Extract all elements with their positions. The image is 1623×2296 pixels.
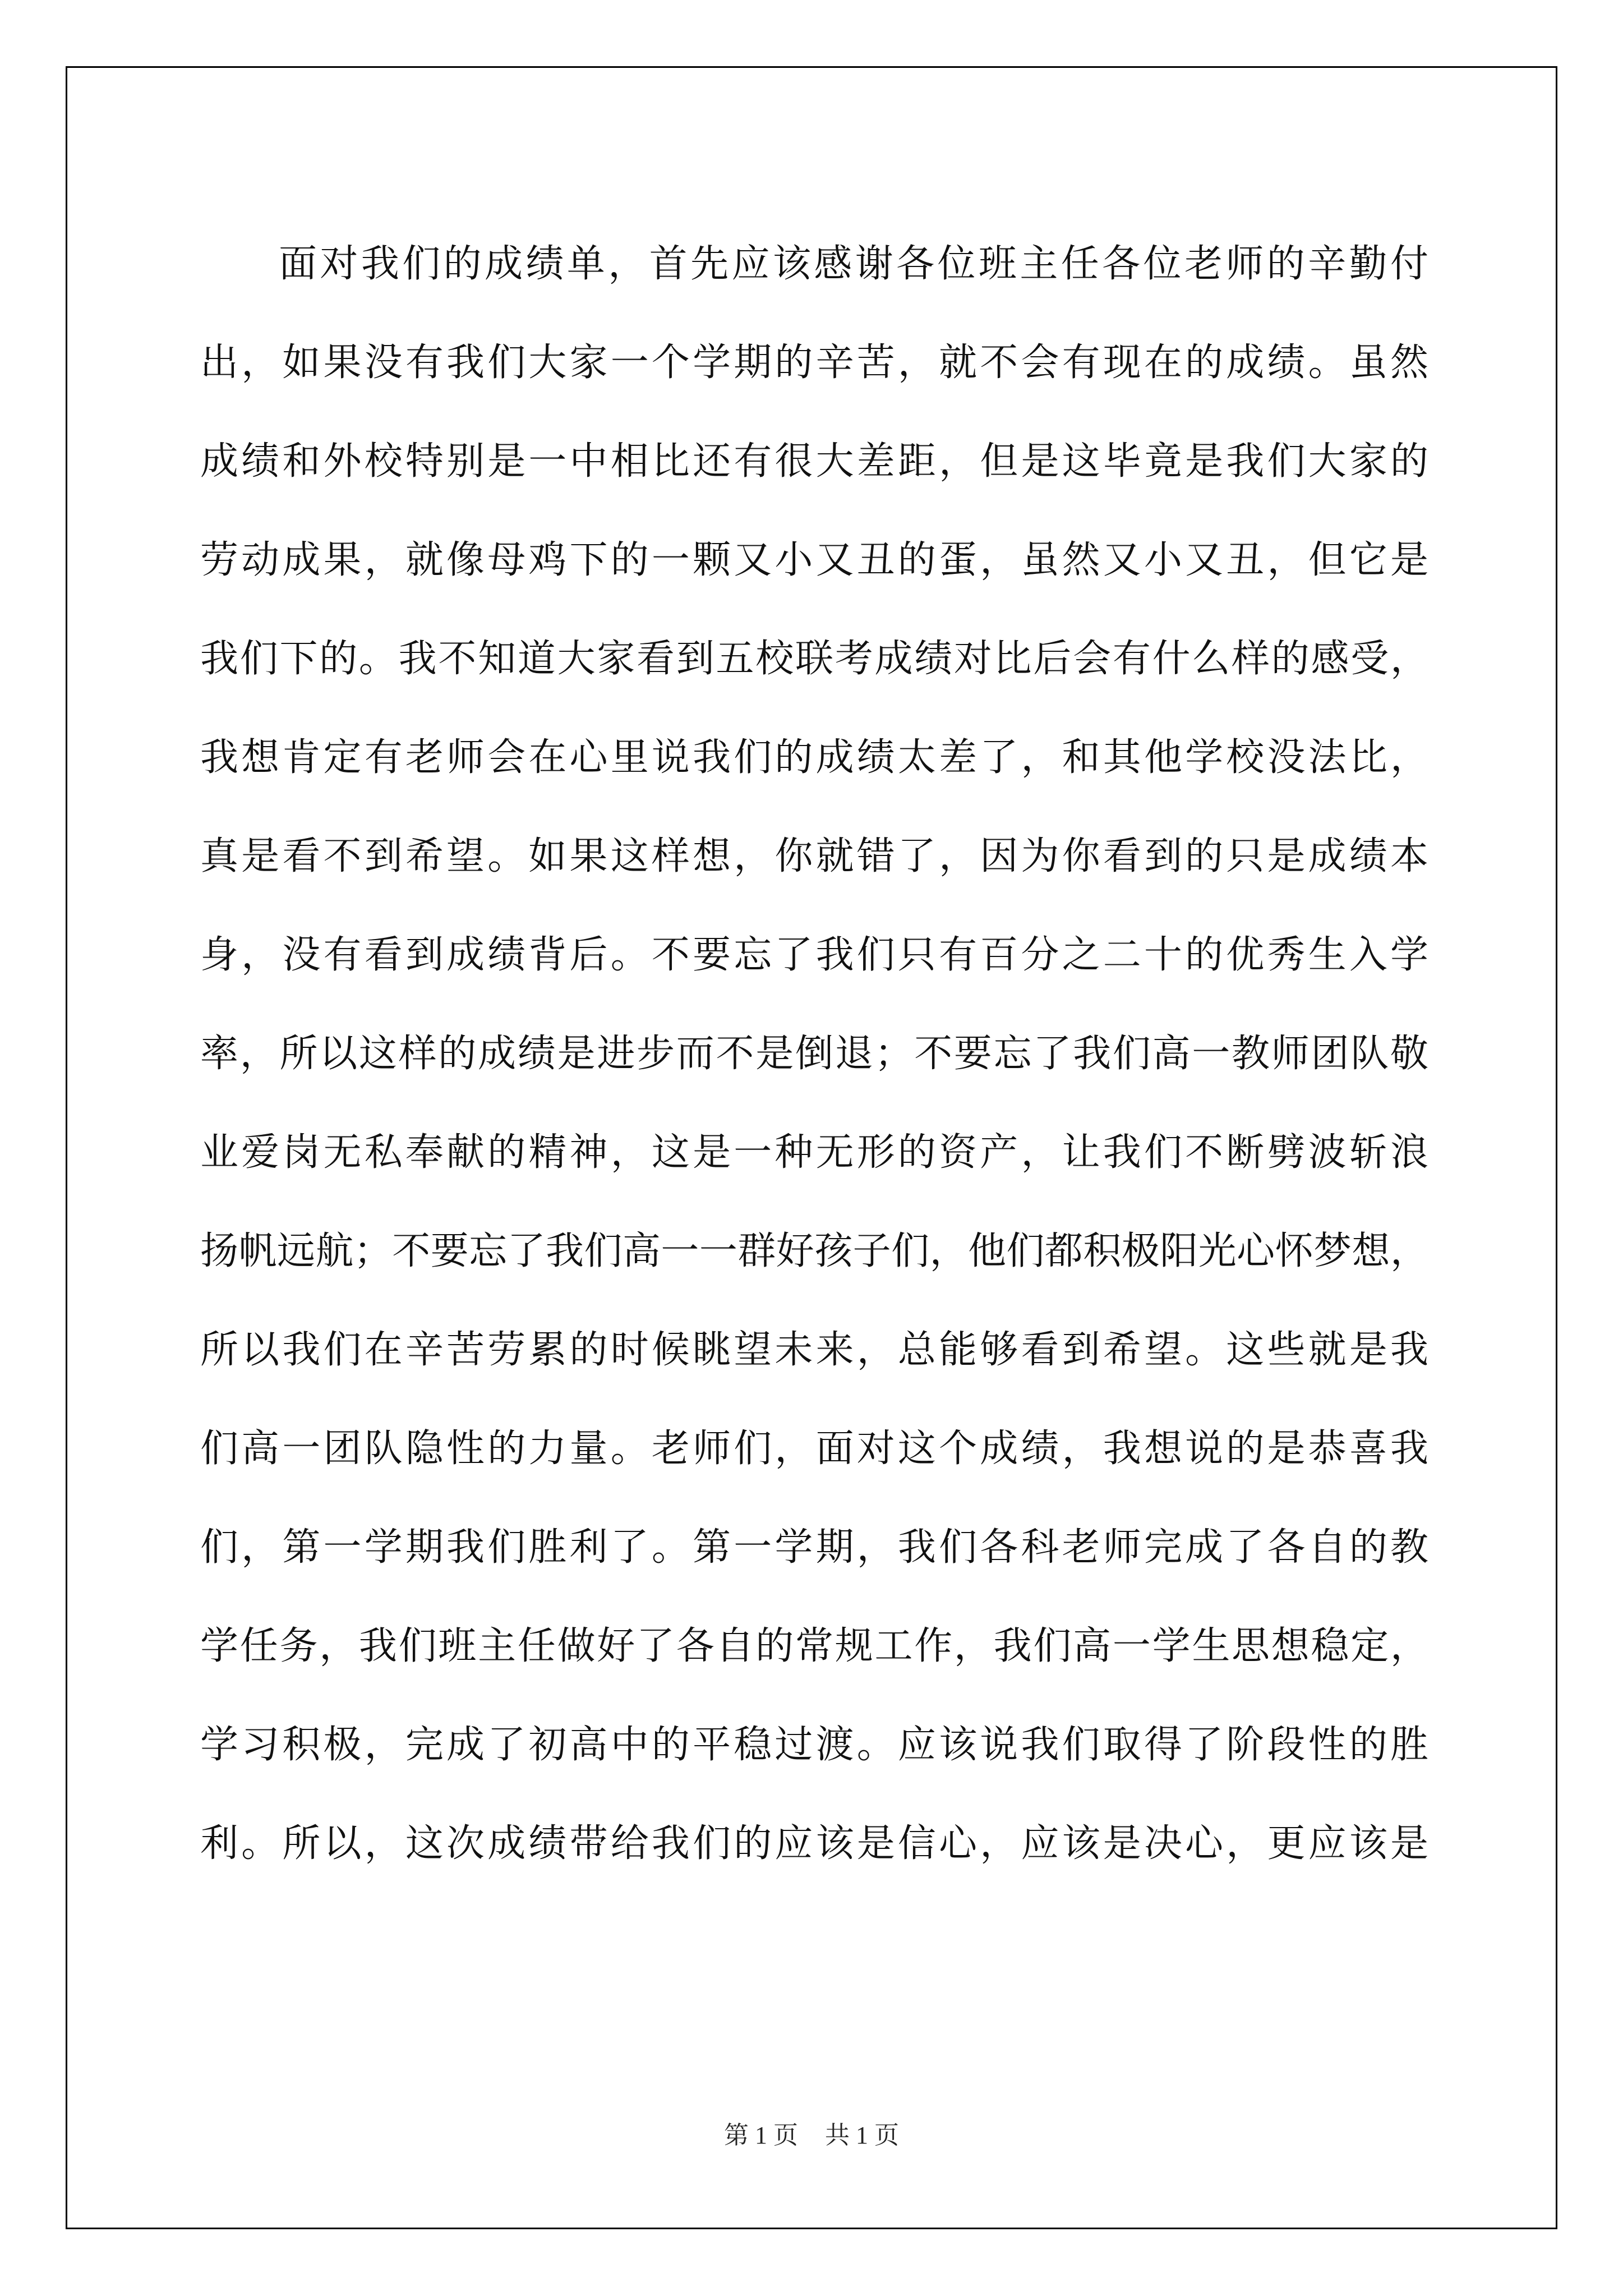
text-line: 出，如果没有我们大家一个学期的辛苦，就不会有现在的成绩。虽然	[200, 341, 1428, 385]
text-line: 业爱岗无私奉献的精神，这是一种无形的资产，让我们不断劈波斩浪	[200, 1130, 1428, 1175]
text-line: 们，第一学期我们胜利了。第一学期，我们各科老师完成了各自的教	[200, 1525, 1428, 1570]
text-line: 们高一团队隐性的力量。老师们，面对这个成绩，我想说的是恭喜我	[200, 1427, 1428, 1471]
body-text	[200, 215, 1428, 1893]
text-line: 扬帆远航；不要忘了我们高一一群好孩子们，他们都积极阳光心怀梦想，	[200, 1229, 1428, 1273]
text-line: 所以我们在辛苦劳累的时候眺望未来，总能够看到希望。这些就是我	[200, 1328, 1428, 1372]
text-line: 我想肯定有老师会在心里说我们的成绩太差了，和其他学校没法比，	[200, 735, 1428, 780]
text-line: 面对我们的成绩单，首先应该感谢各位班主任各位老师的辛勤付	[279, 242, 1428, 286]
text-line: 身，没有看到成绩背后。不要忘了我们只有百分之二十的优秀生入学	[200, 933, 1428, 977]
page-footer	[0, 2115, 1623, 2151]
page-number: 第 1 页	[724, 2122, 798, 2149]
text-line: 成绩和外校特别是一中相比还有很大差距，但是这毕竟是我们大家的	[200, 439, 1428, 484]
text-line: 学任务，我们班主任做好了各自的常规工作，我们高一学生思想稳定，	[200, 1624, 1428, 1668]
text-line: 我们下的。我不知道大家看到五校联考成绩对比后会有什么样的感受，	[200, 637, 1428, 681]
text-line: 真是看不到希望。如果这样想，你就错了，因为你看到的只是成绩本	[200, 834, 1428, 878]
text-line: 劳动成果，就像母鸡下的一颗又小又丑的蛋，虽然又小又丑，但它是	[200, 538, 1428, 582]
text-line: 率，所以这样的成绩是进步而不是倒退；不要忘了我们高一教师团队敬	[200, 1032, 1428, 1076]
text-line: 学习积极，完成了初高中的平稳过渡。应该说我们取得了阶段性的胜	[200, 1723, 1428, 1767]
text-line: 利。所以，这次成绩带给我们的应该是信心，应该是决心，更应该是	[200, 1821, 1428, 1866]
page-total: 共 1 页	[825, 2122, 899, 2149]
